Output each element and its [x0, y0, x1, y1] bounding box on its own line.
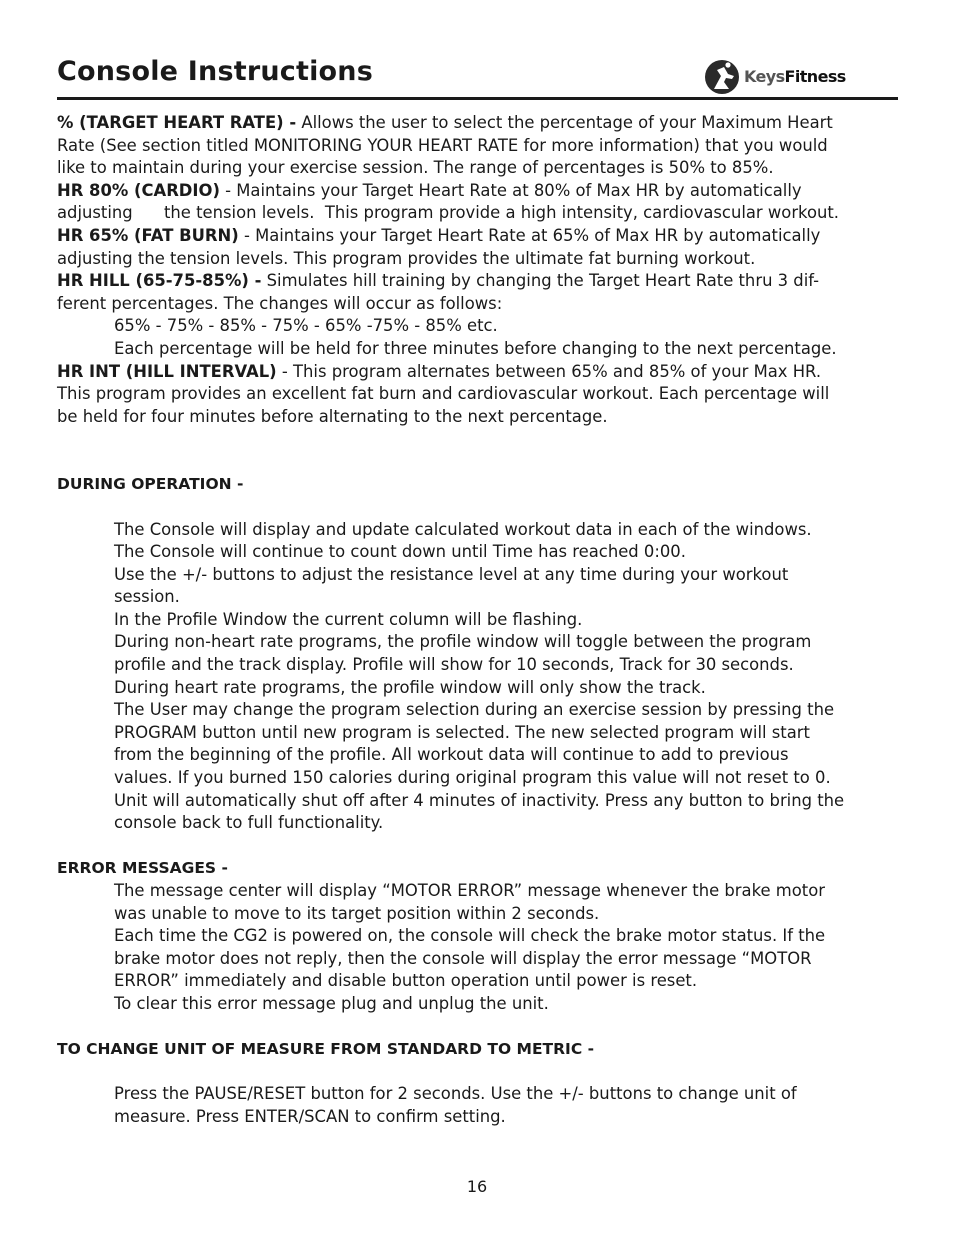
runner-icon [704, 58, 740, 96]
operation-line: PROGRAM button until new program is selected. The new selected program will start [114, 722, 810, 742]
text-line: Rate (See section titled MONITORING YOUR HEART RATE for more information) that you would [57, 135, 828, 155]
program-hr80 [57, 180, 902, 203]
operation-line: profile and the track display. Profile will show for 10 seconds, Track for 30 seconds. [114, 655, 794, 675]
text-line: adjusting the tension levels. This program provide a high intensity, cardiovascular workout. [57, 203, 840, 223]
units-line: Press the PAUSE/RESET button for 2 seconds. Use the +/- buttons to change unit of [114, 1084, 797, 1104]
document-body [57, 112, 902, 1129]
error-line: To clear this error message plug and unplug the unit. [114, 993, 549, 1013]
text-line: adjusting the tension levels. This program provides the ultimate fat burning workout. [57, 248, 756, 268]
operation-line: The User may change the program selection during an exercise session by pressing the [114, 700, 835, 720]
operation-line: The Console will display and update calculated workout data in each of the windows. [114, 519, 812, 539]
program-int-text: - This program alternates between 65% and 85% of your Max HR. [276, 361, 822, 381]
section-heading-operation: DURING OPERATION - [57, 475, 244, 494]
operation-line: During heart rate programs, the profile window will only show the track. [114, 677, 706, 697]
program-hr65-label: HR 65% (FAT BURN) [57, 225, 239, 245]
section-heading-errors: ERROR MESSAGES - [57, 859, 228, 878]
operation-line: session. [114, 587, 180, 607]
program-thr-label: % (TARGET HEART RATE) - [57, 113, 297, 132]
spacer [57, 1061, 902, 1084]
error-line: The message center will display “MOTOR ERROR” message whenever the brake motor [114, 881, 825, 900]
operation-line: values. If you burned 150 calories during original program this value will not reset to 0. [114, 768, 831, 788]
spacer [57, 428, 902, 473]
program-hr65 [57, 225, 902, 248]
operation-line: In the Profile Window the current column will be flashing. [114, 609, 583, 629]
program-hill [57, 270, 902, 293]
operation-line: The Console will continue to count down until Time has reached 0:00. [114, 542, 686, 562]
error-line: brake motor does not reply, then the console will display the error message “MOTOR [114, 948, 812, 968]
logo-fitness: Fitness [784, 67, 846, 86]
spacer [57, 496, 902, 519]
error-line: ERROR” immediately and disable button operation until power is reset. [114, 971, 698, 991]
hill-hold-note: Each percentage will be held for three minutes before changing to the next percentage. [114, 338, 837, 358]
operation-line: During non-heart rate programs, the profile window will toggle between the program [114, 632, 812, 652]
program-thr-text: Allows the user to select the percentage of your Maximum Heart [296, 113, 833, 132]
text-line: like to maintain during your exercise session. The range of percentages is 50% to 85%. [57, 158, 774, 178]
section-heading-units: TO CHANGE UNIT OF MEASURE FROM STANDARD TO METRIC - [57, 1040, 595, 1059]
keysfitness-logo [704, 58, 854, 96]
error-line: Each time the CG2 is powered on, the console will check the brake motor status. If the [114, 926, 826, 946]
program-hr65-text: - Maintains your Target Heart Rate at 65% of Max HR by automatically [238, 225, 821, 245]
logo-wordmark [744, 67, 846, 86]
text-line: be held for four minutes before alternating to the next percentage. [57, 406, 608, 426]
program-hill-text: Simulates hill training by changing the Target Heart Rate thru 3 dif- [261, 271, 820, 291]
operation-line: Use the +/- buttons to adjust the resistance level at any time during your workout [114, 564, 789, 584]
error-line: was unable to move to its target position within 2 seconds. [114, 903, 600, 923]
operation-line: Unit will automatically shut off after 4 minutes of inactivity. Press any button to bring the [114, 790, 845, 810]
operation-line: from the beginning of the profile. All workout data will continue to add to previous [114, 745, 789, 765]
logo-keys: Keys [744, 67, 785, 86]
spacer [57, 1016, 902, 1039]
text-line: ferent percentages. The changes will occur as follows: [57, 293, 503, 313]
hill-sequence: 65% - 75% - 85% - 75% - 65% -75% - 85% etc. [114, 316, 498, 336]
program-int-label: HR INT (HILL INTERVAL) [57, 361, 277, 381]
spacer [57, 835, 902, 858]
page-number: 16 [466, 1177, 488, 1196]
program-hr80-label: HR 80% (CARDIO) [57, 180, 220, 200]
text-line: This program provides an excellent fat burn and cardiovascular workout. Each percentage will [57, 384, 830, 404]
page-title: Console Instructions [57, 56, 373, 87]
operation-line: console back to full functionality. [114, 813, 384, 833]
program-hill-label: HR HILL (65-75-85%) - [57, 271, 262, 291]
program-thr [57, 112, 902, 135]
program-int [57, 361, 902, 384]
program-hr80-text: - Maintains your Target Heart Rate at 80% of Max HR by automatically [219, 180, 802, 200]
header-rule [57, 97, 898, 100]
units-line: measure. Press ENTER/SCAN to confirm setting. [114, 1106, 506, 1126]
